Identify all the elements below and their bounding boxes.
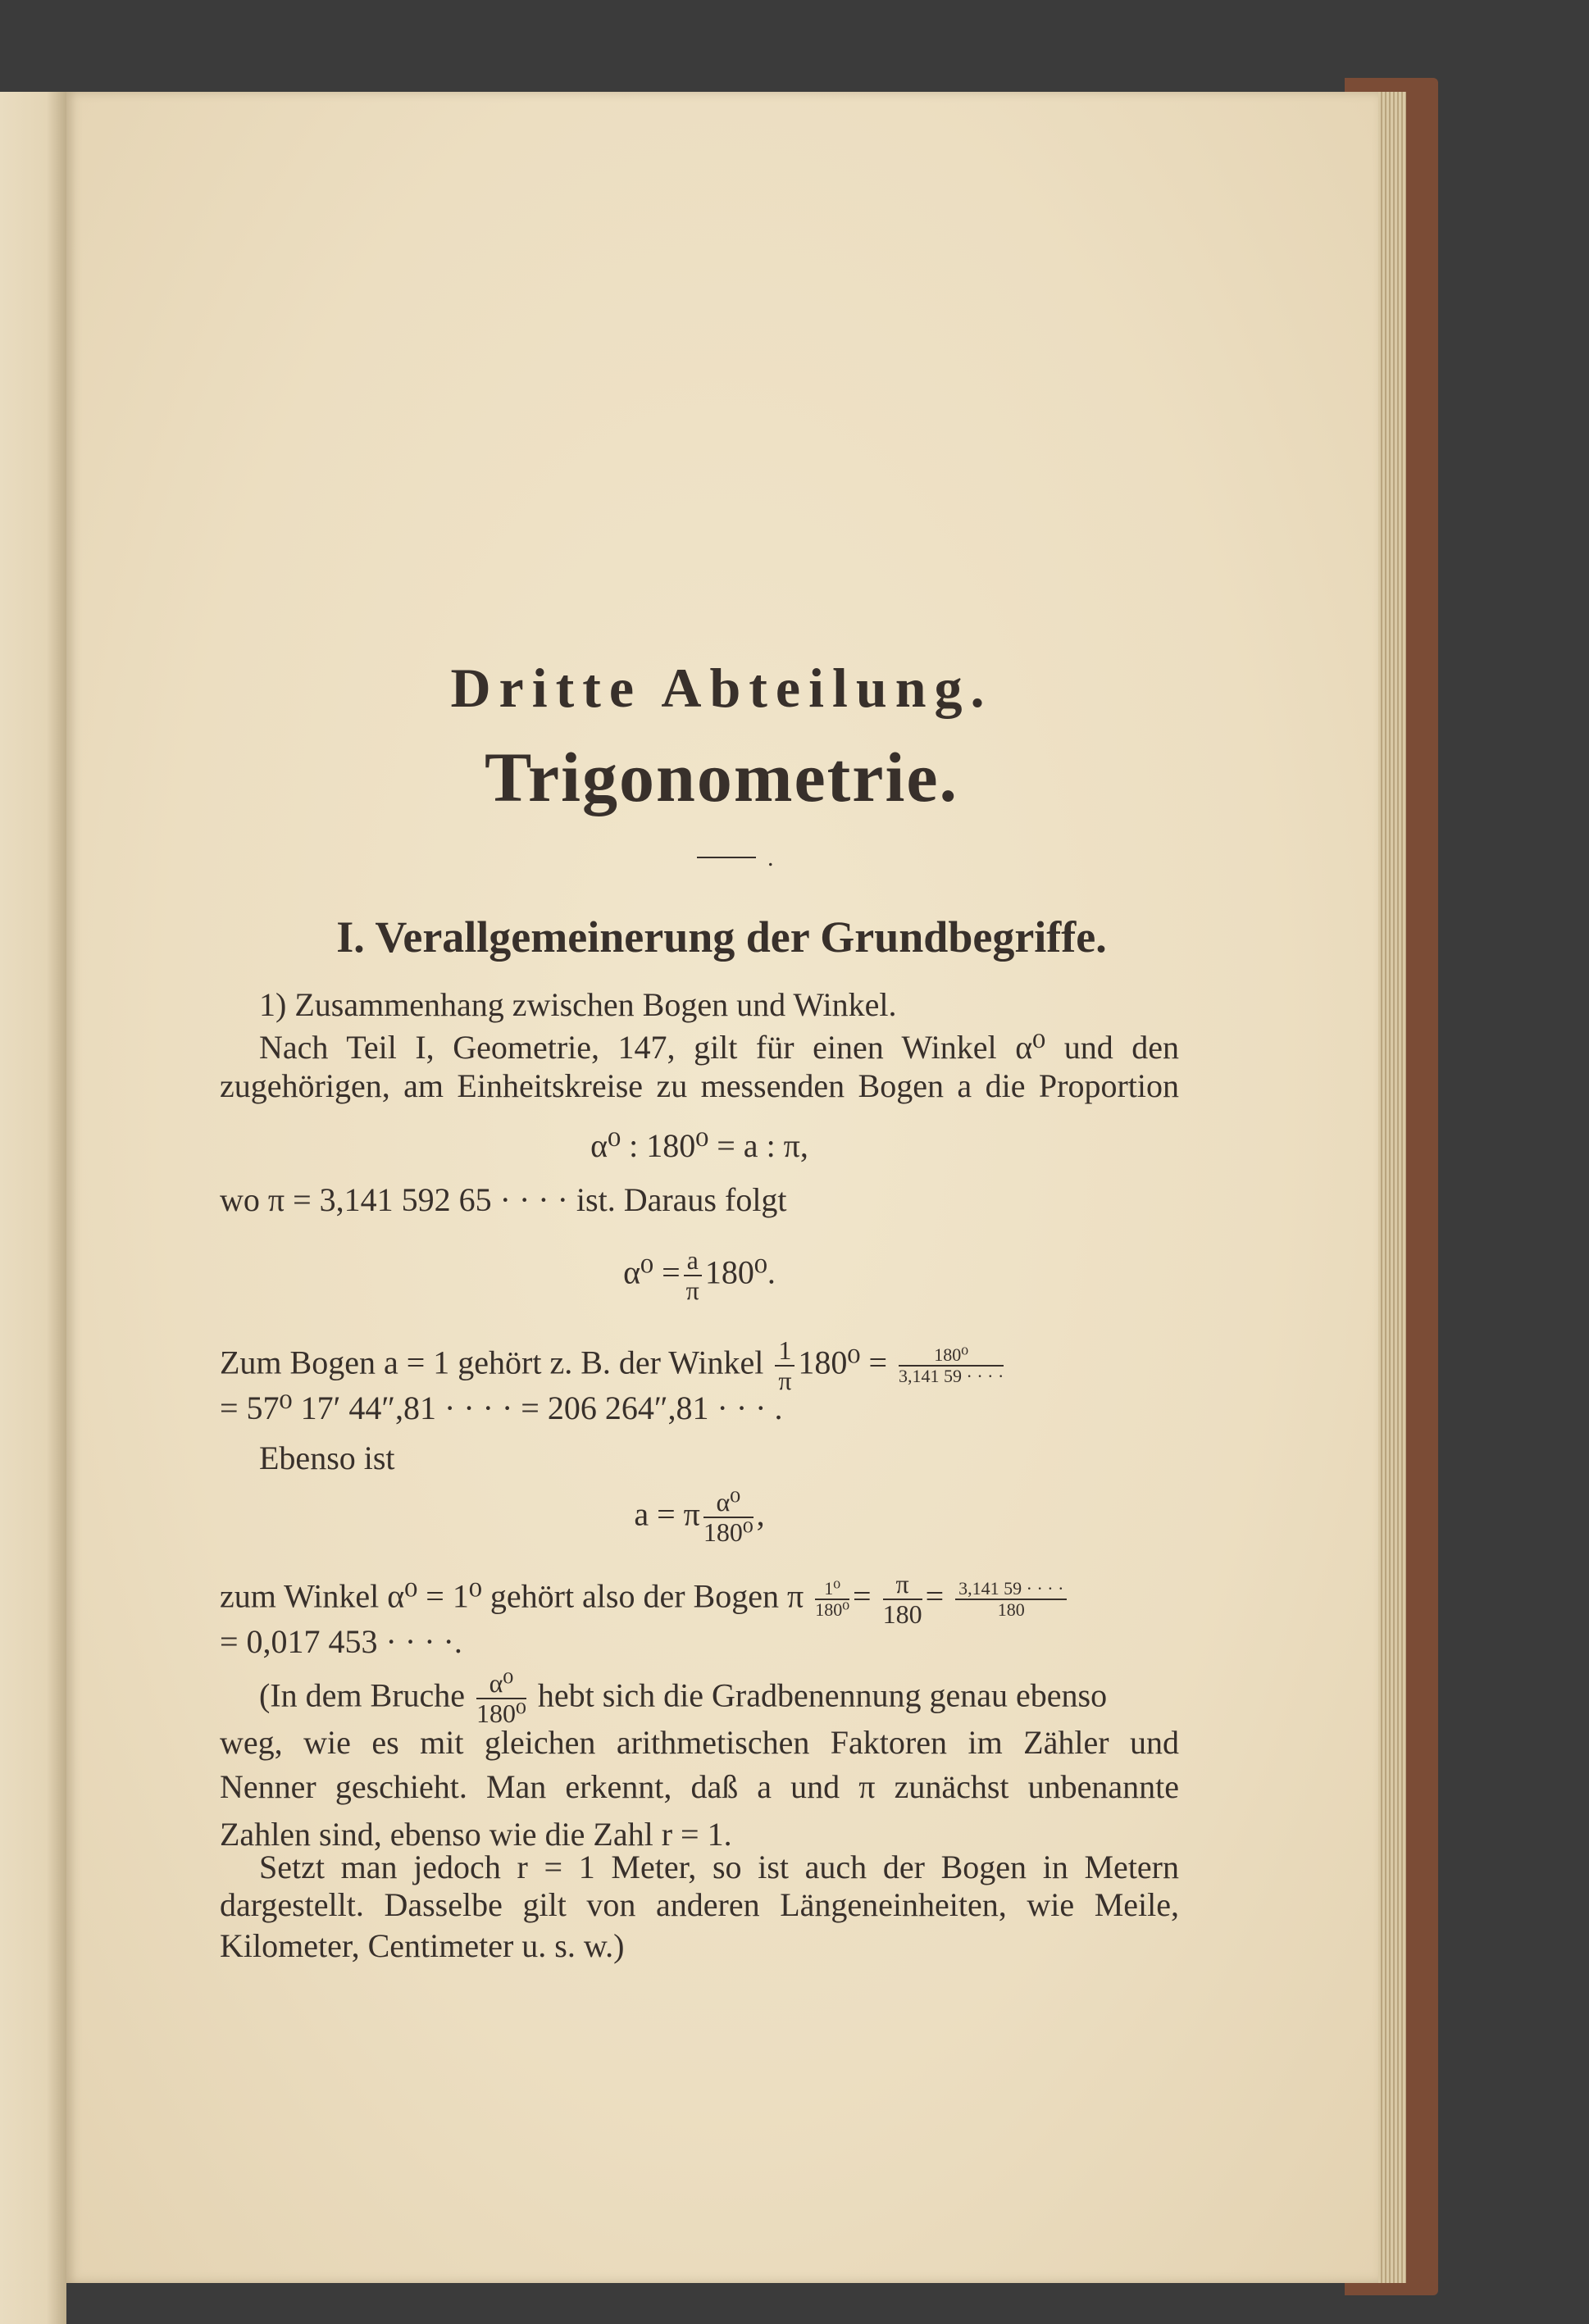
equals: = (853, 1577, 872, 1615)
separator-rule (697, 857, 756, 858)
subsection-heading: 1) Zusammenhang zwischen Bogen und Winkel. (259, 986, 897, 1023)
denominator: π (685, 1276, 699, 1306)
denominator: 180 (997, 1599, 1025, 1621)
numerator: a (684, 1246, 702, 1276)
formula-part: 180⁰. (704, 1253, 776, 1291)
formula-part: a = π (634, 1495, 700, 1533)
formula (220, 1488, 1179, 1547)
fraction (703, 1488, 754, 1547)
text-line: wo π = 3,141 592 65 · · · · ist. Daraus folgt (220, 1181, 787, 1218)
formula-part: α⁰ = (623, 1253, 681, 1291)
denominator: 180⁰ (815, 1599, 850, 1621)
numerator: 1⁰ (815, 1579, 849, 1600)
fraction (684, 1246, 702, 1305)
denominator: 180⁰ (476, 1699, 526, 1729)
equals: = (925, 1577, 945, 1615)
fraction (955, 1579, 1067, 1620)
denominator: 180 (882, 1599, 922, 1630)
formula: α⁰ : 180⁰ = a : π, (590, 1127, 808, 1164)
page-edges (1378, 92, 1406, 2283)
text-line (259, 1669, 1179, 1728)
text-line (220, 1336, 1179, 1395)
left-page-edge (0, 92, 66, 2324)
text-part: hebt sich die Gradbenennung genau ebenso (537, 1676, 1108, 1714)
text-line: Ebenso ist (259, 1439, 395, 1476)
text-line: Setzt man jedoch r = 1 Meter, so ist auch der Bogen in Metern (259, 1849, 1179, 1885)
text-line: = 57⁰ 17′ 44″,81 · · · · = 206 264″,81 · · · . (220, 1389, 783, 1426)
denominator: 3,141 59 · · · · (899, 1366, 1004, 1387)
text-part: zum Winkel α⁰ = 1⁰ gehört also der Bogen π (220, 1577, 804, 1615)
fraction (883, 1570, 922, 1629)
numerator: 180⁰ (899, 1345, 1004, 1367)
fraction (476, 1669, 526, 1728)
fraction (815, 1579, 849, 1620)
denominator: π (778, 1366, 792, 1396)
numerator: 1 (775, 1336, 794, 1367)
separator-dot: . (767, 844, 774, 871)
numerator: α⁰ (703, 1488, 754, 1518)
text-line: Nach Teil I, Geometrie, 147, gilt für einen Winkel α⁰ und den (259, 1029, 1179, 1066)
fraction (775, 1336, 794, 1395)
formula (220, 1246, 1179, 1305)
text-part: 180⁰ = (798, 1344, 887, 1381)
text-line (220, 1570, 1179, 1629)
part-title: Dritte Abteilung. (450, 657, 993, 719)
subject-title: Trigonometrie. (484, 738, 959, 816)
text-part: (In dem Bruche (259, 1676, 466, 1714)
text-line: = 0,017 453 · · · ·. (220, 1623, 462, 1660)
text-line: zugehörigen, am Einheitskreise zu messenden Bogen a die Proportion (220, 1067, 1179, 1104)
text-line: weg, wie es mit gleichen arithmetischen Faktoren im Zähler und (220, 1724, 1179, 1761)
text-line: dargestellt. Dasselbe gilt von anderen Längeneinheiten, wie Meile, (220, 1886, 1179, 1923)
text-line: Nenner geschieht. Man erkennt, daß a und π zunächst unbenannte (220, 1768, 1179, 1805)
formula-part: , (756, 1495, 765, 1533)
numerator: π (883, 1570, 922, 1600)
denominator: 180⁰ (703, 1517, 754, 1548)
numerator: α⁰ (476, 1669, 526, 1699)
section-heading: I. Verallgemeinerung der Grundbegriffe. (336, 912, 1107, 962)
text-line: Zahlen sind, ebenso wie die Zahl r = 1. (220, 1816, 732, 1853)
text-line: Kilometer, Centimeter u. s. w.) (220, 1927, 625, 1964)
text-part: Zum Bogen a = 1 gehört z. B. der Winkel (220, 1344, 764, 1381)
fraction (899, 1345, 1004, 1386)
numerator: 3,141 59 · · · · (955, 1579, 1067, 1600)
